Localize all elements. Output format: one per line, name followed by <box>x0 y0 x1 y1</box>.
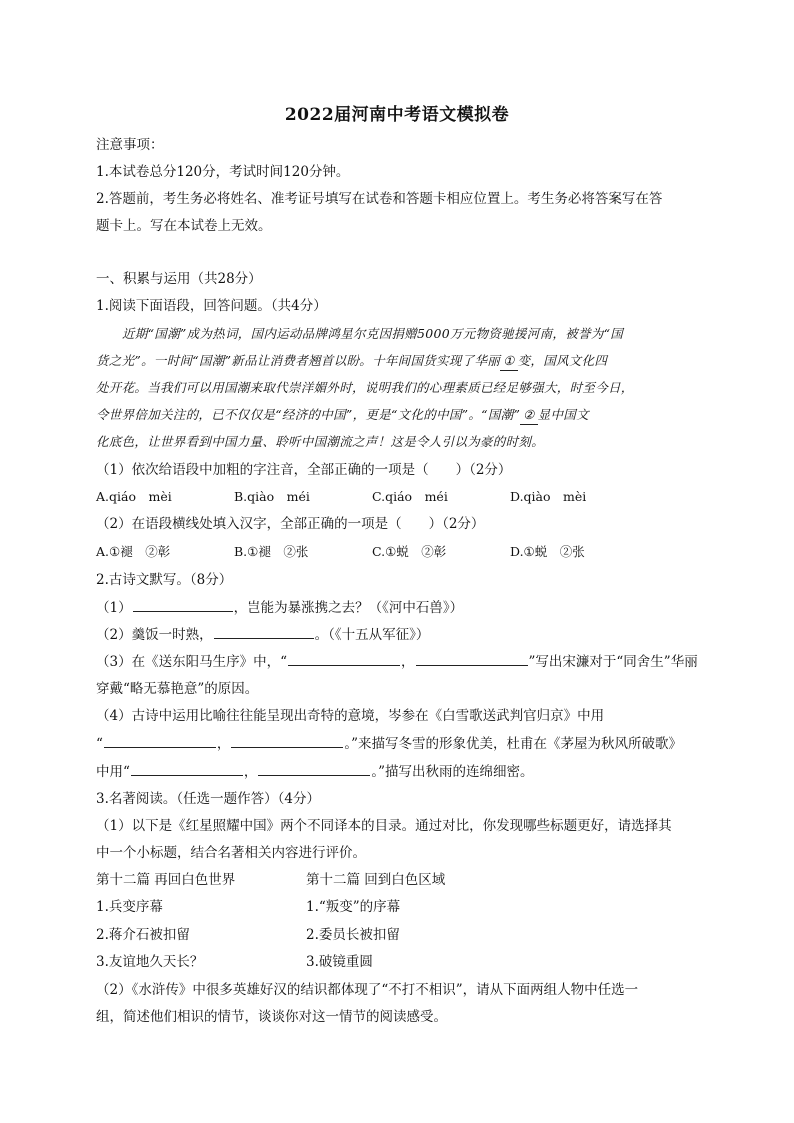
toc-left-item: 2.蒋介石被扣留 <box>96 927 190 943</box>
q3-prompt: 3.名著阅读。（任选一题作答）（4分） <box>96 791 320 807</box>
answer-blank <box>133 598 233 612</box>
notes-item-2-line-1: 2.答题前，考生务必将姓名、准考证号填写在试卷和答题卡相应位置上。考生务必将答案写在答 <box>96 191 663 207</box>
passage-line-5: 化底色，让世界看到中国力量、聆听中国潮流之声！这是令人引以为豪的时刻。 <box>96 434 545 449</box>
q3-sub2-line-1: （2）《水浒传》中很多英雄好汉的结识都体现了“不打不相识”，请从下面两组人物中任选一 <box>96 982 639 998</box>
q1-sub2-prompt: （2）在语段横线处填入汉字，全部正确的一项是（ ）（2分） <box>96 516 485 532</box>
toc-row <box>96 898 400 916</box>
toc-left-item: 3.友谊地久天长？ <box>96 954 204 970</box>
passage-blank-2: ② <box>520 406 538 425</box>
answer-blank <box>104 734 216 748</box>
q2-line-2-b: 。（《十五从军征》） <box>314 627 430 643</box>
q2-line-4-cont-1 <box>96 734 682 753</box>
passage-line-4a: 令世界倍加关注的，已不仅仅是“经济的中国”，更是“文化的中国”。“国潮” <box>96 407 521 422</box>
notes-item-1: 1.本试卷总分120分，考试时间120分钟。 <box>96 164 350 180</box>
q2-line-3-c: ”写出宋濂对于“同舍生”华丽 <box>528 654 698 670</box>
q2-line-1-b: ，岂能为暴涨携之去？（《河中石兽》） <box>233 600 464 616</box>
q1-sub1-options <box>96 488 648 506</box>
toc-right-item: 1.“叛变”的序幕 <box>306 899 401 915</box>
q1-sub1-option-a: A.qiáo mèi <box>96 489 172 504</box>
q2-line-4-d: 。”来描写冬雪的形象优美，杜甫在《茅屋为秋风所破歌》 <box>344 736 683 752</box>
notes-item-2-line-2: 题卡上。写在本试卷上无效。 <box>96 218 272 234</box>
q1-sub2-option-d: D.①蜕 ②张 <box>510 544 585 559</box>
q1-prompt: 1.阅读下面语段，回答问题。（共4分） <box>96 298 327 314</box>
q2-line-1-a: （1） <box>96 600 132 616</box>
q3-sub2-line-2: 组，简述他们相识的情节，谈谈你对这一情节的阅读感受。 <box>96 1009 447 1025</box>
toc-right-item: 2.委员长被扣留 <box>306 927 400 943</box>
passage-line-3: 处开花。当我们可以用国潮来取代崇洋媚外时，说明我们的心理素质已经足够强大，时至今日， <box>96 380 634 395</box>
passage-line-2a: 货之光”。一时间“国潮”新品让消费者翘首以盼。十年间国货实现了华丽 <box>96 353 501 368</box>
q2-line-4-g: 。”描写出秋雨的连绵细密。 <box>371 764 534 780</box>
q1-sub1-prompt: （1）依次给语段中加粗的字注音，全部正确的一项是（ ）（2分） <box>96 462 512 478</box>
passage-line-4 <box>96 406 589 425</box>
q2-line-4-c: ， <box>216 736 231 752</box>
section-1-heading: 一、积累与运用（共28分） <box>96 271 262 287</box>
answer-blank <box>131 762 243 776</box>
q2-line-4-f: ， <box>243 764 258 780</box>
toc-row <box>96 926 400 944</box>
q1-sub1-option-b: B.qiào méi <box>234 489 310 504</box>
q2-line-1 <box>96 598 463 617</box>
q2-line-4: （4）古诗中运用比喻往往能呈现出奇特的意境，岑参在《白雪歌送武判官归京》中用 <box>96 708 605 724</box>
q1-sub1-option-d: D.qiào mèi <box>510 489 587 504</box>
page-title: 2022届河南中考语文模拟卷 <box>284 105 510 125</box>
q3-sub1-line-1: （1）以下是《红星照耀中国》两个不同译本的目录。通过对比，你发现哪些标题更好，请选择其 <box>96 818 672 834</box>
answer-blank <box>416 652 528 666</box>
answer-blank <box>231 734 343 748</box>
q1-sub1-option-c: C.qiáo méi <box>372 489 448 504</box>
toc-row <box>96 953 373 971</box>
notes-heading: 注意事项： <box>96 137 164 153</box>
passage-line-4b: 显中国文 <box>537 407 589 422</box>
toc-header-row <box>96 871 445 889</box>
q3-sub1-line-2: 中一个小标题，结合名著相关内容进行评价。 <box>96 845 366 861</box>
q1-sub2-option-a: A.①褪 ②彰 <box>96 544 171 559</box>
toc-right-heading: 第十二篇 回到白色区域 <box>306 872 446 888</box>
q2-line-3 <box>96 652 698 671</box>
q2-line-2-a: （2）羹饭一时熟， <box>96 627 213 643</box>
passage-line-2 <box>96 352 607 371</box>
toc-right-item: 3.破镜重圆 <box>306 954 373 970</box>
toc-left-item: 1.兵变序幕 <box>96 899 163 915</box>
answer-blank <box>288 652 400 666</box>
q1-sub2-options <box>96 543 648 561</box>
q1-sub2-option-c: C.①蜕 ②彰 <box>372 544 447 559</box>
answer-blank <box>258 762 370 776</box>
q2-line-3-b: ， <box>401 654 415 670</box>
toc-left-heading: 第十二篇 再回白色世界 <box>96 872 236 888</box>
q1-sub2-option-b: B.①褪 ②张 <box>234 544 309 559</box>
q2-line-3-a: （3）在《送东阳马生序》中，“ <box>96 654 287 670</box>
passage-line-1: 近期“国潮”成为热词，国内运动品牌鸿星尔克因捐赠5000万元物资驰援河南，被誉为“国 <box>122 326 624 341</box>
q2-line-4-b: “ <box>96 736 103 752</box>
q2-line-2 <box>96 625 429 644</box>
answer-blank <box>214 625 314 639</box>
passage-blank-1: ① <box>500 352 518 371</box>
q2-line-3-cont: 穿戴“略无慕艳意”的原因。 <box>96 681 259 697</box>
q2-prompt: 2.古诗文默写。（8分） <box>96 572 233 588</box>
q2-line-4-cont-2 <box>96 762 534 781</box>
passage-line-2b: 变，国风文化四 <box>517 353 608 368</box>
q2-line-4-e: 中用“ <box>96 764 130 780</box>
